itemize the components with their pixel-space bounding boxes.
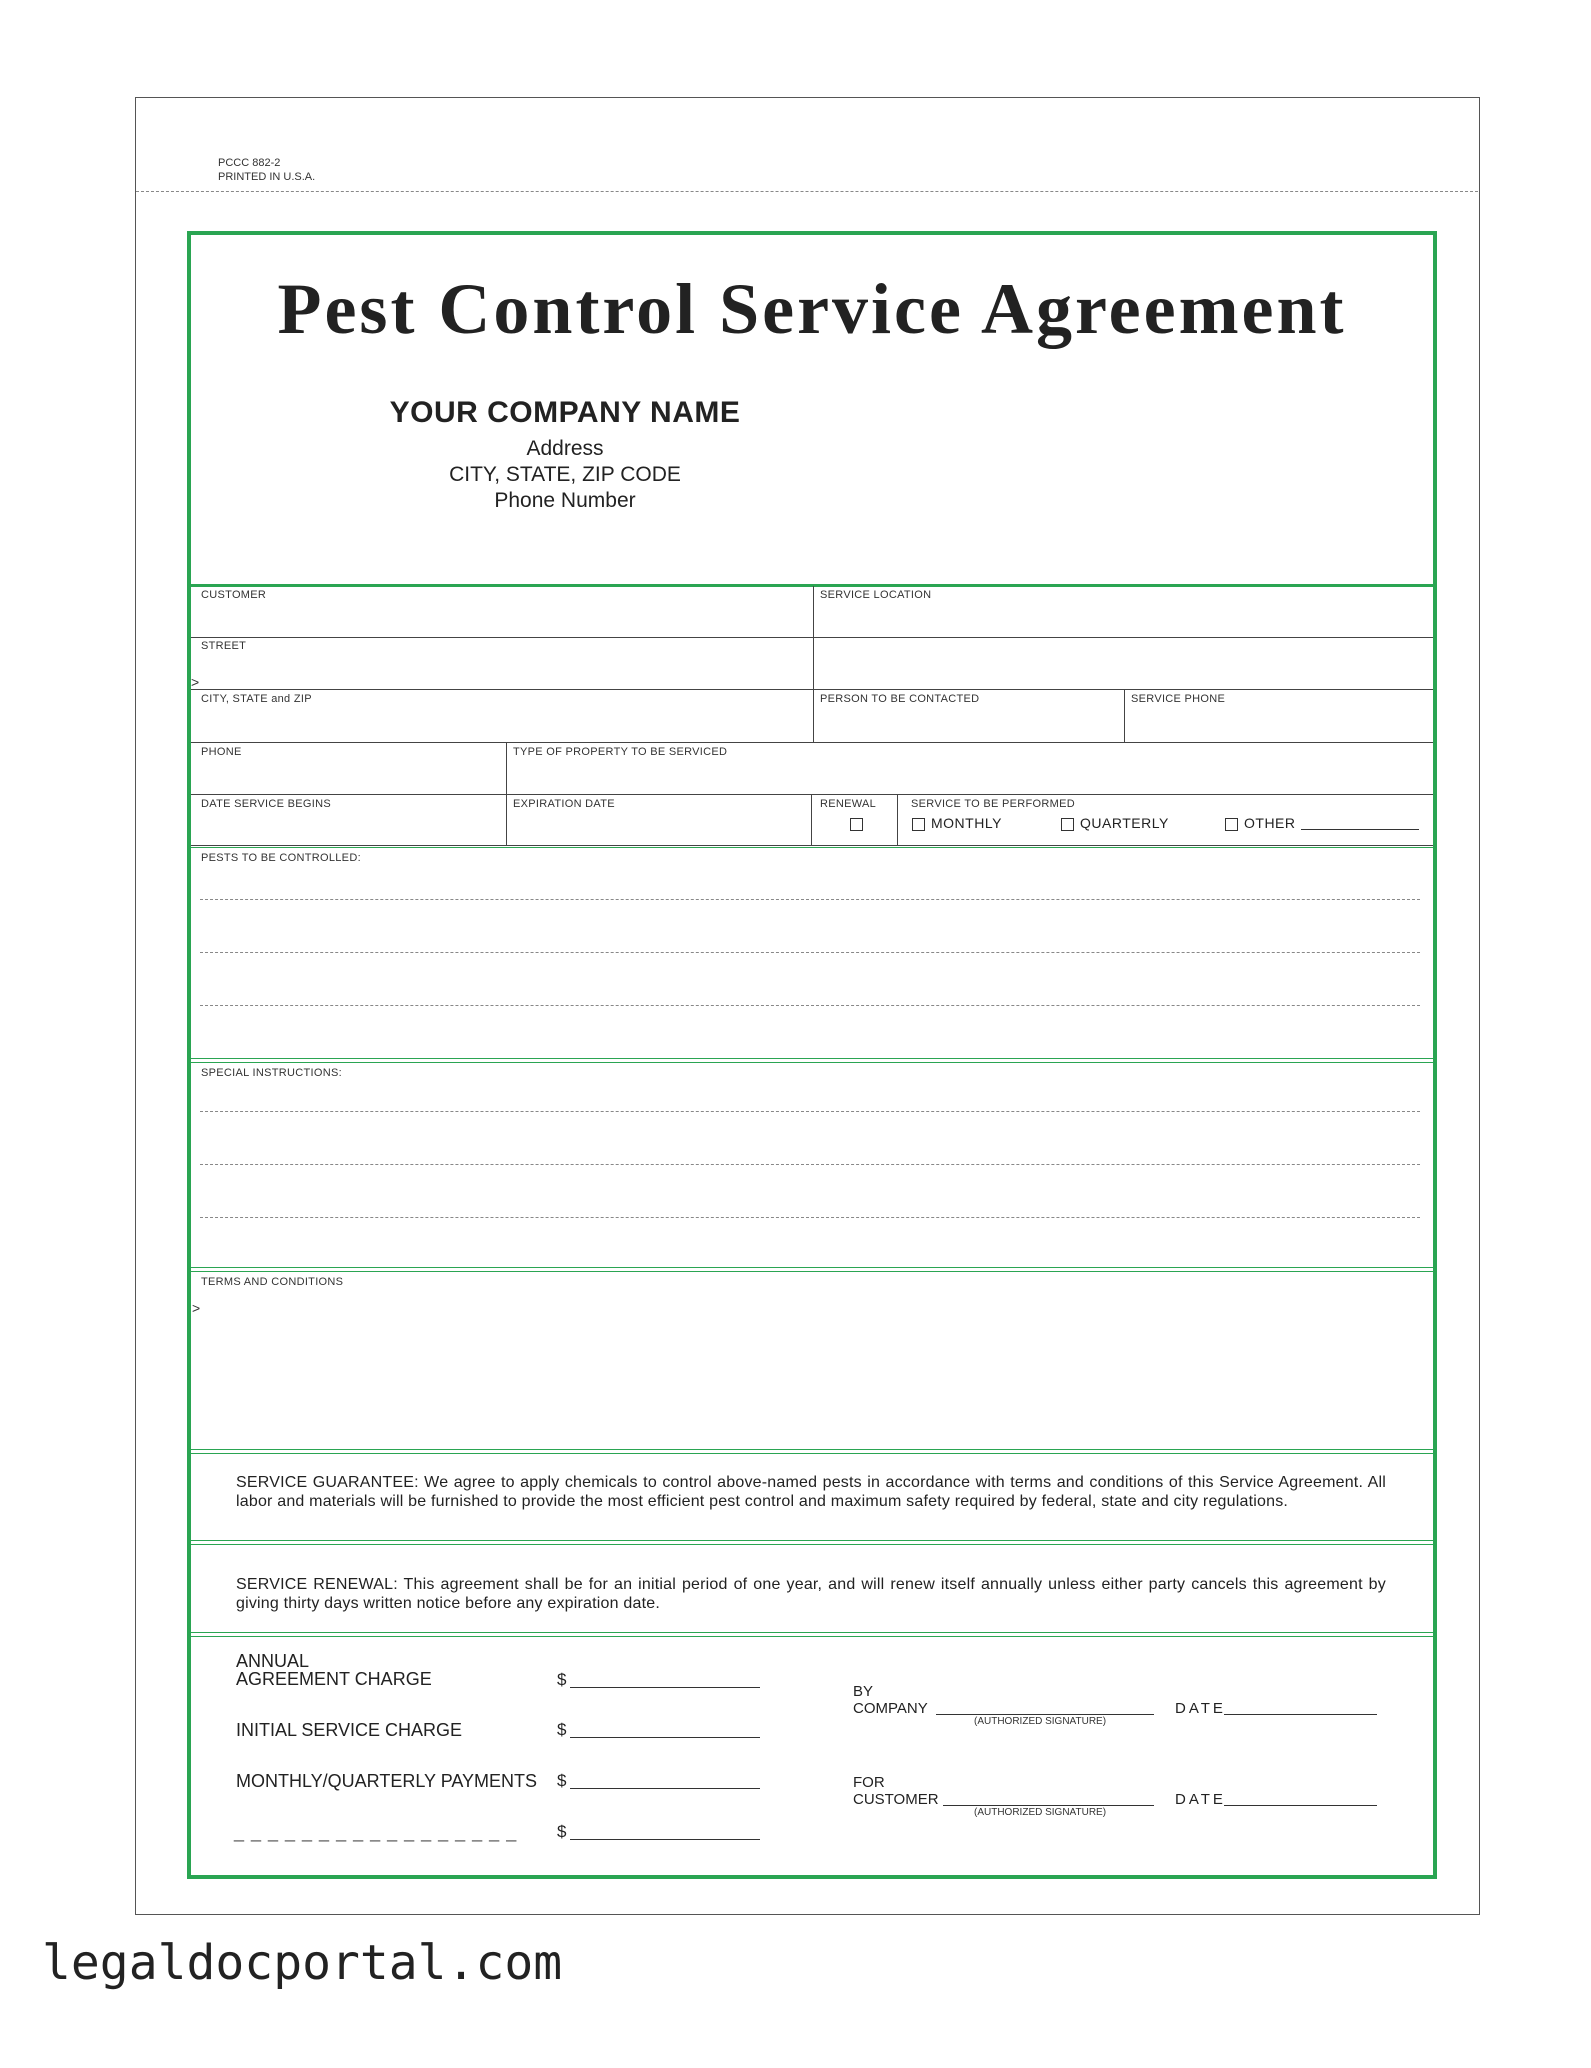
customer-authorized-label: (AUTHORIZED SIGNATURE)	[974, 1807, 1107, 1818]
pests-label: PESTS TO BE CONTROLLED:	[201, 852, 361, 864]
other-input-line[interactable]	[1301, 829, 1419, 830]
pests-line[interactable]	[200, 952, 1420, 953]
section-divider	[191, 1267, 1433, 1268]
other-label: OTHER	[1244, 815, 1296, 831]
site-watermark: legaldocportal.com	[42, 1935, 563, 1991]
section-divider	[191, 1632, 1433, 1633]
grid-line	[191, 637, 1433, 638]
terms-arrow: >	[192, 1300, 201, 1316]
company-authorized-label: (AUTHORIZED SIGNATURE)	[974, 1716, 1107, 1727]
blank-charge-input[interactable]	[570, 1839, 760, 1840]
company-city-state-zip: CITY, STATE, ZIP CODE	[449, 463, 681, 486]
company-signature-line[interactable]	[936, 1714, 1154, 1715]
service-performed-label: SERVICE TO BE PERFORMED	[911, 798, 1075, 810]
initial-charge-label: INITIAL SERVICE CHARGE	[236, 1720, 463, 1740]
expiration-date-field[interactable]: EXPIRATION DATE	[513, 798, 615, 810]
terms-label: TERMS AND CONDITIONS	[201, 1276, 344, 1288]
special-line[interactable]	[200, 1111, 1420, 1112]
company-phone: Phone Number	[494, 489, 636, 512]
section-divider	[191, 1636, 1433, 1637]
customer-label: CUSTOMER	[853, 1791, 939, 1808]
grid-line	[191, 794, 1433, 795]
quarterly-label: QUARTERLY	[1080, 815, 1169, 831]
street-field[interactable]: STREET	[201, 640, 247, 652]
service-location-field[interactable]: SERVICE LOCATION	[820, 589, 932, 601]
payments-label: MONTHLY/QUARTERLY PAYMENTS	[236, 1771, 538, 1791]
blank-dollar: $	[557, 1822, 567, 1841]
city-state-zip-field[interactable]: CITY, STATE and ZIP	[201, 693, 312, 705]
section-divider	[191, 1058, 1433, 1059]
person-contacted-field[interactable]: PERSON TO BE CONTACTED	[820, 693, 980, 705]
annual-charge-input[interactable]	[570, 1687, 760, 1688]
annual-charge-label-2: AGREEMENT CHARGE	[236, 1669, 432, 1689]
company-name: YOUR COMPANY NAME	[389, 396, 741, 429]
by-company-label	[853, 1683, 928, 1717]
payments-input[interactable]	[570, 1788, 760, 1789]
payments-dollar: $	[557, 1771, 567, 1790]
by-label: BY	[853, 1683, 874, 1700]
section-divider	[191, 847, 1433, 848]
renewal-checkbox[interactable]	[850, 818, 863, 831]
initial-charge-input[interactable]	[570, 1737, 760, 1738]
initial-dollar: $	[557, 1720, 567, 1739]
grid-vline	[506, 742, 507, 845]
section-divider	[191, 1453, 1433, 1454]
customer-date-label: DATE	[1175, 1791, 1226, 1808]
quarterly-checkbox[interactable]	[1061, 818, 1074, 831]
monthly-checkbox[interactable]	[912, 818, 925, 831]
grid-vline	[897, 794, 898, 845]
section-divider	[191, 1271, 1433, 1272]
company-date-label: DATE	[1175, 1700, 1226, 1717]
form-code	[218, 156, 315, 184]
annual-charge-label-1: ANNUAL	[236, 1651, 310, 1671]
blank-label-line[interactable]: _ _ _ _ _ _ _ _ _ _ _ _ _ _ _ _ _	[234, 1822, 518, 1842]
special-line[interactable]	[200, 1217, 1420, 1218]
header-divider	[191, 584, 1433, 587]
customer-date-line[interactable]	[1224, 1805, 1377, 1806]
section-divider	[191, 1449, 1433, 1450]
grid-vline	[1124, 689, 1125, 742]
customer-field[interactable]: CUSTOMER	[201, 589, 267, 601]
printed-in: PRINTED IN U.S.A.	[218, 171, 316, 183]
grid-vline	[813, 586, 814, 742]
page-title: Pest Control Service Agreement	[277, 269, 1347, 349]
service-guarantee-text: SERVICE GUARANTEE: We agree to apply chemicals to control above-named pests in accordance with terms and conditions of this Service Agreement. All labor and materials will be furnished to provide the most efficient pest control and maximum safety required by federal, state and city regulations.	[236, 1474, 1386, 1510]
grid-vline	[811, 794, 812, 845]
for-label: FOR	[853, 1774, 885, 1791]
service-renewal-text: SERVICE RENEWAL: This agreement shall be for an initial period of one year, and will renew itself annually unless either party cancels this agreement by giving thirty days written notice before any expiration date.	[236, 1576, 1386, 1612]
phone-field[interactable]: PHONE	[201, 746, 242, 758]
other-checkbox[interactable]	[1225, 818, 1238, 831]
monthly-label: MONTHLY	[931, 815, 1002, 831]
special-instructions-label: SPECIAL INSTRUCTIONS:	[201, 1067, 342, 1079]
grid-line	[191, 689, 1433, 690]
section-divider	[191, 1062, 1433, 1063]
grid-line	[191, 845, 1433, 846]
arrow-marker: >	[191, 674, 200, 690]
property-type-field[interactable]: TYPE OF PROPERTY TO BE SERVICED	[513, 746, 728, 758]
pests-line[interactable]	[200, 899, 1420, 900]
company-address: Address	[526, 437, 604, 460]
for-customer-label	[853, 1774, 939, 1808]
tear-line	[136, 191, 1478, 192]
service-phone-field[interactable]: SERVICE PHONE	[1131, 693, 1226, 705]
form-code-number: PCCC 882-2	[218, 157, 281, 169]
annual-dollar: $	[557, 1670, 567, 1689]
company-label: COMPANY	[853, 1700, 928, 1717]
renewal-field: RENEWAL	[820, 798, 877, 810]
customer-signature-line[interactable]	[943, 1805, 1154, 1806]
section-divider	[191, 1544, 1433, 1545]
pests-line[interactable]	[200, 1005, 1420, 1006]
company-date-line[interactable]	[1224, 1714, 1377, 1715]
section-divider	[191, 1540, 1433, 1541]
date-begins-field[interactable]: DATE SERVICE BEGINS	[201, 798, 331, 810]
special-line[interactable]	[200, 1164, 1420, 1165]
grid-line	[191, 742, 1433, 743]
